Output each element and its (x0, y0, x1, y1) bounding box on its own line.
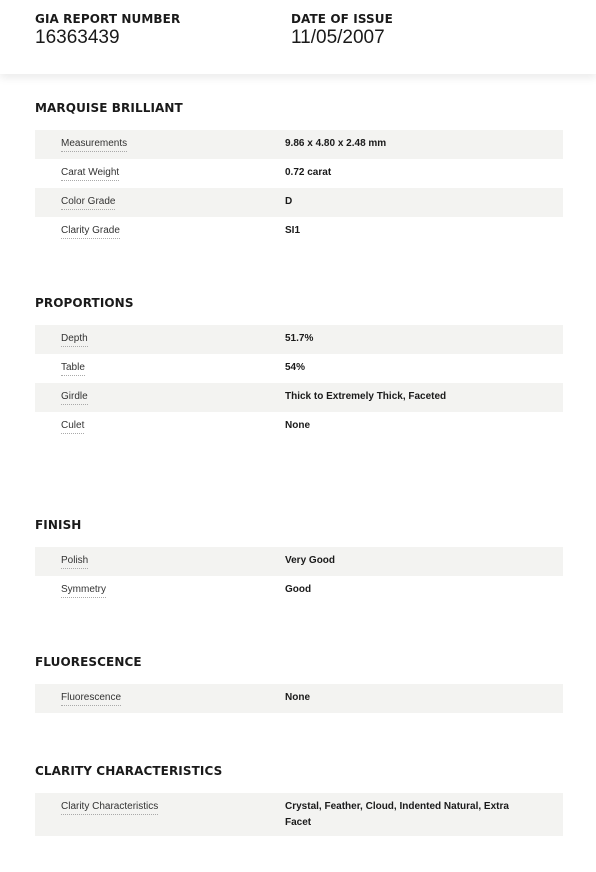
row-label[interactable]: Clarity Grade (61, 225, 120, 239)
finish-table (35, 547, 563, 605)
table-row (35, 793, 563, 836)
row-label[interactable]: Culet (61, 420, 84, 434)
row-label[interactable]: Fluorescence (61, 692, 121, 706)
report-header (0, 0, 596, 74)
date-of-issue-label: DATE OF ISSUE (291, 12, 393, 26)
row-label[interactable]: Girdle (61, 391, 88, 405)
table-row (35, 412, 563, 441)
table-row (35, 684, 563, 713)
shape-table (35, 130, 563, 246)
date-of-issue-value: 11/05/2007 (291, 27, 385, 48)
row-label[interactable]: Carat Weight (61, 167, 119, 181)
row-value: None (285, 692, 310, 703)
section-title-clarity: CLARITY CHARACTERISTICS (35, 764, 223, 778)
row-value: SI1 (285, 225, 301, 236)
fluorescence-table (35, 684, 563, 713)
row-value: D (285, 196, 293, 207)
table-row (35, 217, 563, 246)
table-row (35, 547, 563, 576)
row-value: Crystal, Feather, Cloud, Indented Natural, Extra Facet (285, 801, 509, 828)
row-value: None (285, 420, 310, 431)
date-of-issue-block (291, 12, 393, 49)
row-label[interactable]: Clarity Characteristics (61, 801, 158, 815)
row-label[interactable]: Table (61, 362, 85, 376)
row-label[interactable]: Color Grade (61, 196, 115, 210)
table-row (35, 159, 563, 188)
row-value: 0.72 carat (285, 167, 332, 178)
row-value: Very Good (285, 555, 336, 566)
report-number-block (35, 12, 180, 49)
section-title-proportions: PROPORTIONS (35, 296, 134, 310)
row-label[interactable]: Polish (61, 555, 88, 569)
row-value: Thick to Extremely Thick, Faceted (285, 391, 447, 402)
row-value: 54% (285, 362, 306, 373)
proportions-table (35, 325, 563, 441)
row-label[interactable]: Depth (61, 333, 88, 347)
table-row (35, 188, 563, 217)
table-row (35, 325, 563, 354)
section-title-finish: FINISH (35, 518, 82, 532)
section-title-fluorescence: FLUORESCENCE (35, 655, 142, 669)
row-label[interactable]: Symmetry (61, 584, 106, 598)
table-row (35, 383, 563, 412)
row-value: 51.7% (285, 333, 314, 344)
table-row (35, 576, 563, 605)
row-label[interactable]: Measurements (61, 138, 127, 152)
row-value: Good (285, 584, 312, 595)
table-row (35, 354, 563, 383)
row-value: 9.86 x 4.80 x 2.48 mm (285, 138, 387, 149)
table-row (35, 130, 563, 159)
report-number-value: 16363439 (35, 27, 120, 48)
report-number-label: GIA REPORT NUMBER (35, 12, 181, 26)
clarity-table (35, 793, 563, 836)
section-title-shape: MARQUISE BRILLIANT (35, 101, 183, 115)
